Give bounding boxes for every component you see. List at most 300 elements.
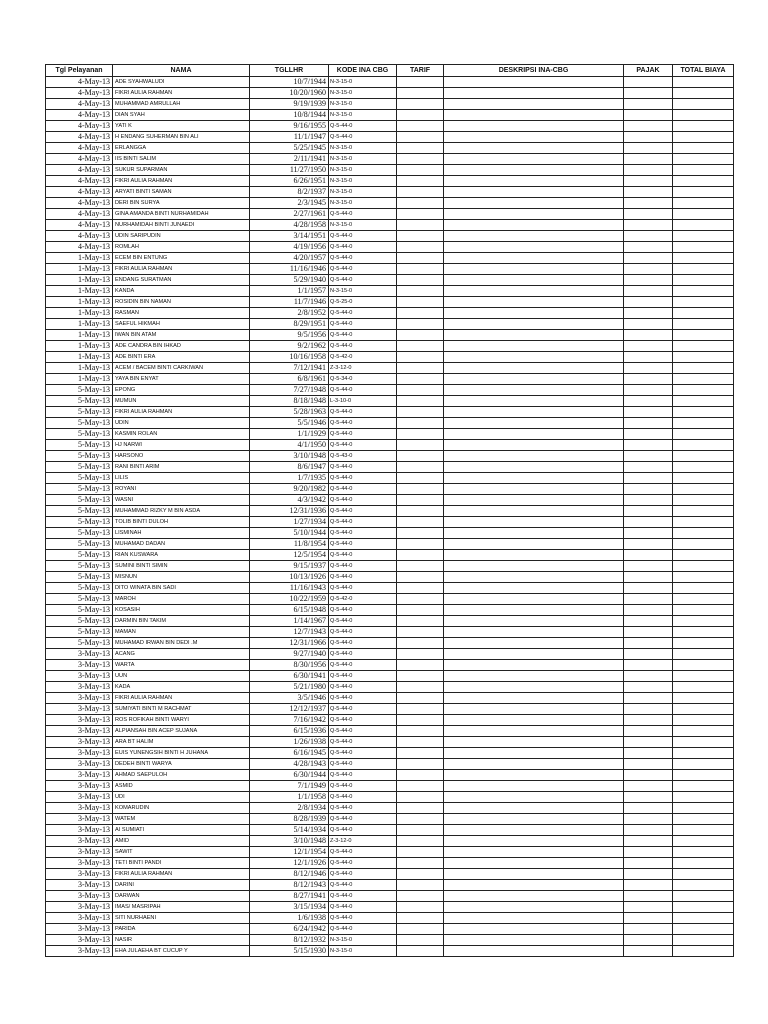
cell-tgl-pelayanan: 5-May-13 xyxy=(46,539,113,550)
cell-nama: WATEM xyxy=(113,814,250,825)
cell-tarif xyxy=(397,528,444,539)
cell-tgl-pelayanan: 5-May-13 xyxy=(46,396,113,407)
cell-tarif xyxy=(397,242,444,253)
cell-tarif xyxy=(397,847,444,858)
cell-nama: YATI K xyxy=(113,121,250,132)
cell-total-biaya xyxy=(673,935,734,946)
cell-tgl-pelayanan: 3-May-13 xyxy=(46,902,113,913)
cell-tgllhr: 11/27/1950 xyxy=(250,165,329,176)
cell-kode-ina-cbg: Q-5-25-0 xyxy=(329,297,397,308)
cell-total-biaya xyxy=(673,792,734,803)
cell-total-biaya xyxy=(673,253,734,264)
cell-deskripsi-ina-cbg xyxy=(444,594,624,605)
cell-tgl-pelayanan: 3-May-13 xyxy=(46,660,113,671)
cell-deskripsi-ina-cbg xyxy=(444,726,624,737)
table-row xyxy=(46,220,734,231)
header-tarif: TARIF xyxy=(397,65,444,77)
cell-pajak xyxy=(624,891,673,902)
cell-tgllhr: 6/26/1951 xyxy=(250,176,329,187)
cell-deskripsi-ina-cbg xyxy=(444,638,624,649)
cell-kode-ina-cbg: N-3-15-0 xyxy=(329,77,397,88)
cell-pajak xyxy=(624,473,673,484)
cell-deskripsi-ina-cbg xyxy=(444,88,624,99)
cell-tgllhr: 11/16/1943 xyxy=(250,583,329,594)
cell-kode-ina-cbg: Q-5-44-0 xyxy=(329,264,397,275)
cell-tgl-pelayanan: 3-May-13 xyxy=(46,704,113,715)
cell-tgl-pelayanan: 1-May-13 xyxy=(46,330,113,341)
table-row xyxy=(46,561,734,572)
cell-tgl-pelayanan: 3-May-13 xyxy=(46,748,113,759)
cell-tgl-pelayanan: 5-May-13 xyxy=(46,583,113,594)
cell-deskripsi-ina-cbg xyxy=(444,528,624,539)
cell-kode-ina-cbg: Q-5-44-0 xyxy=(329,814,397,825)
cell-nama: AMID xyxy=(113,836,250,847)
cell-total-biaya xyxy=(673,110,734,121)
cell-kode-ina-cbg: Q-5-44-0 xyxy=(329,231,397,242)
cell-total-biaya xyxy=(673,440,734,451)
cell-tgllhr: 9/5/1956 xyxy=(250,330,329,341)
table-row xyxy=(46,671,734,682)
cell-kode-ina-cbg: Q-5-44-0 xyxy=(329,572,397,583)
cell-total-biaya xyxy=(673,462,734,473)
cell-pajak xyxy=(624,572,673,583)
cell-tarif xyxy=(397,649,444,660)
cell-kode-ina-cbg: N-3-15-0 xyxy=(329,220,397,231)
cell-pajak xyxy=(624,825,673,836)
cell-deskripsi-ina-cbg xyxy=(444,704,624,715)
cell-total-biaya xyxy=(673,759,734,770)
cell-tarif xyxy=(397,473,444,484)
cell-deskripsi-ina-cbg xyxy=(444,792,624,803)
cell-deskripsi-ina-cbg xyxy=(444,924,624,935)
cell-tgl-pelayanan: 3-May-13 xyxy=(46,913,113,924)
cell-deskripsi-ina-cbg xyxy=(444,473,624,484)
table-row xyxy=(46,264,734,275)
cell-tgl-pelayanan: 3-May-13 xyxy=(46,869,113,880)
cell-kode-ina-cbg: N-3-15-0 xyxy=(329,165,397,176)
table-row xyxy=(46,891,734,902)
cell-tarif xyxy=(397,550,444,561)
cell-tgllhr: 6/15/1936 xyxy=(250,726,329,737)
cell-pajak xyxy=(624,935,673,946)
cell-tarif xyxy=(397,616,444,627)
cell-tarif xyxy=(397,385,444,396)
cell-tgl-pelayanan: 1-May-13 xyxy=(46,308,113,319)
cell-tgl-pelayanan: 3-May-13 xyxy=(46,682,113,693)
cell-tgllhr: 8/12/1932 xyxy=(250,935,329,946)
table-row xyxy=(46,803,734,814)
cell-pajak xyxy=(624,418,673,429)
cell-total-biaya xyxy=(673,495,734,506)
cell-tgl-pelayanan: 3-May-13 xyxy=(46,737,113,748)
cell-kode-ina-cbg: N-3-15-0 xyxy=(329,198,397,209)
cell-nama: MAROH xyxy=(113,594,250,605)
cell-pajak xyxy=(624,836,673,847)
cell-nama: DEDEH BINTI WARYA xyxy=(113,759,250,770)
cell-tgl-pelayanan: 5-May-13 xyxy=(46,407,113,418)
table-row xyxy=(46,858,734,869)
table-row xyxy=(46,77,734,88)
cell-deskripsi-ina-cbg xyxy=(444,330,624,341)
cell-tarif xyxy=(397,517,444,528)
cell-nama: AI SUMIATI xyxy=(113,825,250,836)
cell-pajak xyxy=(624,451,673,462)
table-body xyxy=(46,77,734,957)
cell-tarif xyxy=(397,814,444,825)
cell-tgl-pelayanan: 1-May-13 xyxy=(46,341,113,352)
cell-nama: ADE SYAHWALUDI xyxy=(113,77,250,88)
table-row xyxy=(46,693,734,704)
cell-deskripsi-ina-cbg xyxy=(444,660,624,671)
cell-tgl-pelayanan: 3-May-13 xyxy=(46,759,113,770)
cell-deskripsi-ina-cbg xyxy=(444,715,624,726)
cell-tgl-pelayanan: 3-May-13 xyxy=(46,825,113,836)
cell-kode-ina-cbg: Q-5-44-0 xyxy=(329,132,397,143)
table-row xyxy=(46,616,734,627)
cell-pajak xyxy=(624,539,673,550)
cell-kode-ina-cbg: Q-5-44-0 xyxy=(329,781,397,792)
table-row xyxy=(46,473,734,484)
cell-deskripsi-ina-cbg xyxy=(444,627,624,638)
cell-tgllhr: 5/14/1934 xyxy=(250,825,329,836)
cell-tarif xyxy=(397,88,444,99)
cell-tarif xyxy=(397,682,444,693)
cell-kode-ina-cbg: Q-5-44-0 xyxy=(329,902,397,913)
cell-pajak xyxy=(624,803,673,814)
cell-kode-ina-cbg: Q-5-44-0 xyxy=(329,495,397,506)
cell-nama: FIKRI AULIA RAHMAN xyxy=(113,88,250,99)
cell-tarif xyxy=(397,539,444,550)
table-row xyxy=(46,880,734,891)
cell-tarif xyxy=(397,308,444,319)
cell-tarif xyxy=(397,660,444,671)
cell-deskripsi-ina-cbg xyxy=(444,308,624,319)
cell-tarif xyxy=(397,715,444,726)
cell-tgllhr: 4/1/1950 xyxy=(250,440,329,451)
cell-tarif xyxy=(397,286,444,297)
cell-deskripsi-ina-cbg xyxy=(444,814,624,825)
cell-pajak xyxy=(624,363,673,374)
cell-tgllhr: 3/10/1948 xyxy=(250,451,329,462)
cell-pajak xyxy=(624,550,673,561)
cell-nama: ARA BT HALIM xyxy=(113,737,250,748)
cell-kode-ina-cbg: Q-5-44-0 xyxy=(329,759,397,770)
cell-pajak xyxy=(624,110,673,121)
cell-tgl-pelayanan: 5-May-13 xyxy=(46,451,113,462)
cell-pajak xyxy=(624,187,673,198)
header-tgllhr: TGLLHR xyxy=(250,65,329,77)
cell-tgl-pelayanan: 5-May-13 xyxy=(46,517,113,528)
cell-tarif xyxy=(397,572,444,583)
cell-tarif xyxy=(397,858,444,869)
cell-pajak xyxy=(624,869,673,880)
cell-tgl-pelayanan: 4-May-13 xyxy=(46,198,113,209)
cell-tgllhr: 3/10/1948 xyxy=(250,836,329,847)
cell-tgllhr: 7/12/1941 xyxy=(250,363,329,374)
cell-nama: TETI BINTI PANDI xyxy=(113,858,250,869)
cell-tgllhr: 7/16/1942 xyxy=(250,715,329,726)
table-row xyxy=(46,297,734,308)
cell-tgl-pelayanan: 4-May-13 xyxy=(46,165,113,176)
cell-tarif xyxy=(397,352,444,363)
cell-tarif xyxy=(397,418,444,429)
cell-nama: ADE BINTI ERA xyxy=(113,352,250,363)
cell-total-biaya xyxy=(673,902,734,913)
cell-deskripsi-ina-cbg xyxy=(444,385,624,396)
cell-deskripsi-ina-cbg xyxy=(444,165,624,176)
table-row xyxy=(46,440,734,451)
cell-tgllhr: 6/15/1948 xyxy=(250,605,329,616)
cell-nama: ROMLAH xyxy=(113,242,250,253)
cell-tgllhr: 12/1/1954 xyxy=(250,847,329,858)
cell-tgllhr: 5/21/1980 xyxy=(250,682,329,693)
cell-tgl-pelayanan: 4-May-13 xyxy=(46,110,113,121)
cell-total-biaya xyxy=(673,869,734,880)
cell-deskripsi-ina-cbg xyxy=(444,781,624,792)
table-row xyxy=(46,902,734,913)
cell-total-biaya xyxy=(673,121,734,132)
cell-nama: KOMARUDIN xyxy=(113,803,250,814)
cell-deskripsi-ina-cbg xyxy=(444,737,624,748)
cell-tgl-pelayanan: 3-May-13 xyxy=(46,935,113,946)
cell-tgllhr: 12/31/1966 xyxy=(250,638,329,649)
cell-tgl-pelayanan: 5-May-13 xyxy=(46,616,113,627)
cell-kode-ina-cbg: Q-5-44-0 xyxy=(329,341,397,352)
cell-kode-ina-cbg: Q-5-44-0 xyxy=(329,418,397,429)
cell-tarif xyxy=(397,407,444,418)
header-kode-ina-cbg: KODE INA CBG xyxy=(329,65,397,77)
cell-tgl-pelayanan: 1-May-13 xyxy=(46,253,113,264)
cell-nama: SITI NURHAENI xyxy=(113,913,250,924)
cell-total-biaya xyxy=(673,242,734,253)
cell-deskripsi-ina-cbg xyxy=(444,946,624,957)
cell-total-biaya xyxy=(673,693,734,704)
cell-pajak xyxy=(624,407,673,418)
table-row xyxy=(46,121,734,132)
cell-tarif xyxy=(397,176,444,187)
table-row xyxy=(46,704,734,715)
cell-pajak xyxy=(624,297,673,308)
cell-kode-ina-cbg: Q-5-44-0 xyxy=(329,770,397,781)
cell-kode-ina-cbg: Q-5-44-0 xyxy=(329,561,397,572)
cell-tgllhr: 8/28/1939 xyxy=(250,814,329,825)
cell-deskripsi-ina-cbg xyxy=(444,539,624,550)
cell-kode-ina-cbg: Q-5-42-0 xyxy=(329,594,397,605)
cell-tarif xyxy=(397,209,444,220)
cell-tarif xyxy=(397,77,444,88)
cell-total-biaya xyxy=(673,517,734,528)
cell-tarif xyxy=(397,836,444,847)
cell-deskripsi-ina-cbg xyxy=(444,484,624,495)
cell-tgl-pelayanan: 3-May-13 xyxy=(46,814,113,825)
cell-kode-ina-cbg: Q-5-44-0 xyxy=(329,550,397,561)
cell-kode-ina-cbg: Z-3-12-0 xyxy=(329,363,397,374)
cell-deskripsi-ina-cbg xyxy=(444,869,624,880)
cell-total-biaya xyxy=(673,616,734,627)
cell-nama: FIKRI AULIA RAHMAN xyxy=(113,264,250,275)
cell-pajak xyxy=(624,649,673,660)
cell-tgllhr: 8/29/1951 xyxy=(250,319,329,330)
cell-total-biaya xyxy=(673,286,734,297)
table-row xyxy=(46,583,734,594)
cell-pajak xyxy=(624,770,673,781)
cell-tgllhr: 1/26/1938 xyxy=(250,737,329,748)
cell-tgllhr: 10/8/1944 xyxy=(250,110,329,121)
cell-deskripsi-ina-cbg xyxy=(444,341,624,352)
cell-nama: UDIN xyxy=(113,418,250,429)
cell-deskripsi-ina-cbg xyxy=(444,253,624,264)
cell-pajak xyxy=(624,429,673,440)
cell-tarif xyxy=(397,198,444,209)
cell-nama: FIKRI AULIA RAHMAN xyxy=(113,407,250,418)
cell-pajak xyxy=(624,88,673,99)
table-row xyxy=(46,330,734,341)
cell-tgllhr: 12/7/1943 xyxy=(250,627,329,638)
cell-deskripsi-ina-cbg xyxy=(444,935,624,946)
cell-total-biaya xyxy=(673,132,734,143)
cell-tgllhr: 1/6/1938 xyxy=(250,913,329,924)
table-row xyxy=(46,605,734,616)
cell-tgllhr: 10/20/1960 xyxy=(250,88,329,99)
cell-deskripsi-ina-cbg xyxy=(444,187,624,198)
cell-pajak xyxy=(624,385,673,396)
table-row xyxy=(46,275,734,286)
cell-total-biaya xyxy=(673,330,734,341)
cell-pajak xyxy=(624,671,673,682)
cell-nama: GINA AMANDA BINTI NURHAMIDAH xyxy=(113,209,250,220)
table-row xyxy=(46,572,734,583)
cell-total-biaya xyxy=(673,264,734,275)
cell-nama: ACEM / BACEM BINTI CARKIWAN xyxy=(113,363,250,374)
cell-pajak xyxy=(624,220,673,231)
cell-nama: ENDANG SURATMAN xyxy=(113,275,250,286)
cell-nama: MUHAMAD IRWAN BIN DEDI .M xyxy=(113,638,250,649)
cell-pajak xyxy=(624,495,673,506)
cell-tgl-pelayanan: 5-May-13 xyxy=(46,627,113,638)
cell-kode-ina-cbg: Q-5-44-0 xyxy=(329,715,397,726)
cell-total-biaya xyxy=(673,561,734,572)
cell-kode-ina-cbg: Q-5-44-0 xyxy=(329,726,397,737)
cell-tarif xyxy=(397,374,444,385)
cell-total-biaya xyxy=(673,187,734,198)
cell-tgllhr: 8/12/1943 xyxy=(250,880,329,891)
cell-pajak xyxy=(624,330,673,341)
cell-tgl-pelayanan: 4-May-13 xyxy=(46,143,113,154)
table-row xyxy=(46,935,734,946)
cell-kode-ina-cbg: Q-5-44-0 xyxy=(329,407,397,418)
cell-nama: PARIDA xyxy=(113,924,250,935)
table-row xyxy=(46,154,734,165)
cell-tgl-pelayanan: 3-May-13 xyxy=(46,836,113,847)
cell-tgl-pelayanan: 5-May-13 xyxy=(46,462,113,473)
cell-deskripsi-ina-cbg xyxy=(444,583,624,594)
cell-tarif xyxy=(397,99,444,110)
cell-nama: ERLANGGA xyxy=(113,143,250,154)
table-row xyxy=(46,242,734,253)
table-row xyxy=(46,726,734,737)
cell-kode-ina-cbg: Q-5-44-0 xyxy=(329,605,397,616)
cell-pajak xyxy=(624,132,673,143)
header-deskripsi-ina-cbg: DESKRIPSI INA-CBG xyxy=(444,65,624,77)
cell-nama: FIKRI AULIA RAHMAN xyxy=(113,176,250,187)
cell-total-biaya xyxy=(673,880,734,891)
cell-kode-ina-cbg: Q-5-44-0 xyxy=(329,869,397,880)
cell-nama: MISNUN xyxy=(113,572,250,583)
table-row xyxy=(46,462,734,473)
cell-total-biaya xyxy=(673,319,734,330)
cell-tgllhr: 5/28/1963 xyxy=(250,407,329,418)
cell-tarif xyxy=(397,506,444,517)
cell-tgllhr: 9/19/1939 xyxy=(250,99,329,110)
cell-tarif xyxy=(397,121,444,132)
cell-deskripsi-ina-cbg xyxy=(444,605,624,616)
cell-pajak xyxy=(624,517,673,528)
cell-nama: KOSASIH xyxy=(113,605,250,616)
cell-nama: DARINI xyxy=(113,880,250,891)
cell-nama: HJ NARWI xyxy=(113,440,250,451)
cell-tarif xyxy=(397,946,444,957)
cell-tarif xyxy=(397,605,444,616)
cell-total-biaya xyxy=(673,737,734,748)
cell-kode-ina-cbg: Q-5-44-0 xyxy=(329,638,397,649)
cell-deskripsi-ina-cbg xyxy=(444,275,624,286)
cell-tgllhr: 6/16/1945 xyxy=(250,748,329,759)
cell-nama: EUIS YUNENGSIH BINTI H JUHANA xyxy=(113,748,250,759)
cell-nama: RANI BINTI ARIM xyxy=(113,462,250,473)
cell-kode-ina-cbg: Q-5-44-0 xyxy=(329,583,397,594)
cell-deskripsi-ina-cbg xyxy=(444,902,624,913)
cell-nama: ROSIDIN BIN NAMAN xyxy=(113,297,250,308)
cell-tgllhr: 9/20/1982 xyxy=(250,484,329,495)
cell-pajak xyxy=(624,693,673,704)
table-row xyxy=(46,847,734,858)
cell-kode-ina-cbg: Q-5-44-0 xyxy=(329,385,397,396)
cell-tgl-pelayanan: 5-May-13 xyxy=(46,594,113,605)
cell-pajak xyxy=(624,484,673,495)
table-row xyxy=(46,110,734,121)
cell-pajak xyxy=(624,748,673,759)
cell-kode-ina-cbg: Q-5-43-0 xyxy=(329,451,397,462)
cell-kode-ina-cbg: Z-3-12-0 xyxy=(329,836,397,847)
cell-nama: IWAN BIN ATAM xyxy=(113,330,250,341)
cell-total-biaya xyxy=(673,847,734,858)
cell-tarif xyxy=(397,143,444,154)
cell-total-biaya xyxy=(673,77,734,88)
table-row xyxy=(46,924,734,935)
cell-nama: SUMINI BINTI SIMIN xyxy=(113,561,250,572)
cell-tarif xyxy=(397,275,444,286)
cell-total-biaya xyxy=(673,924,734,935)
cell-tgllhr: 4/19/1956 xyxy=(250,242,329,253)
cell-pajak xyxy=(624,165,673,176)
cell-tgl-pelayanan: 3-May-13 xyxy=(46,715,113,726)
cell-deskripsi-ina-cbg xyxy=(444,495,624,506)
cell-deskripsi-ina-cbg xyxy=(444,858,624,869)
cell-tgl-pelayanan: 1-May-13 xyxy=(46,286,113,297)
table-row xyxy=(46,781,734,792)
cell-tgllhr: 8/6/1947 xyxy=(250,462,329,473)
cell-kode-ina-cbg: Q-5-44-0 xyxy=(329,671,397,682)
cell-tgllhr: 4/28/1958 xyxy=(250,220,329,231)
cell-kode-ina-cbg: Q-5-44-0 xyxy=(329,429,397,440)
cell-tarif xyxy=(397,440,444,451)
cell-total-biaya xyxy=(673,550,734,561)
cell-tgllhr: 11/8/1954 xyxy=(250,539,329,550)
cell-tgl-pelayanan: 3-May-13 xyxy=(46,858,113,869)
table-row xyxy=(46,759,734,770)
cell-nama: MAMAN xyxy=(113,627,250,638)
cell-deskripsi-ina-cbg xyxy=(444,242,624,253)
